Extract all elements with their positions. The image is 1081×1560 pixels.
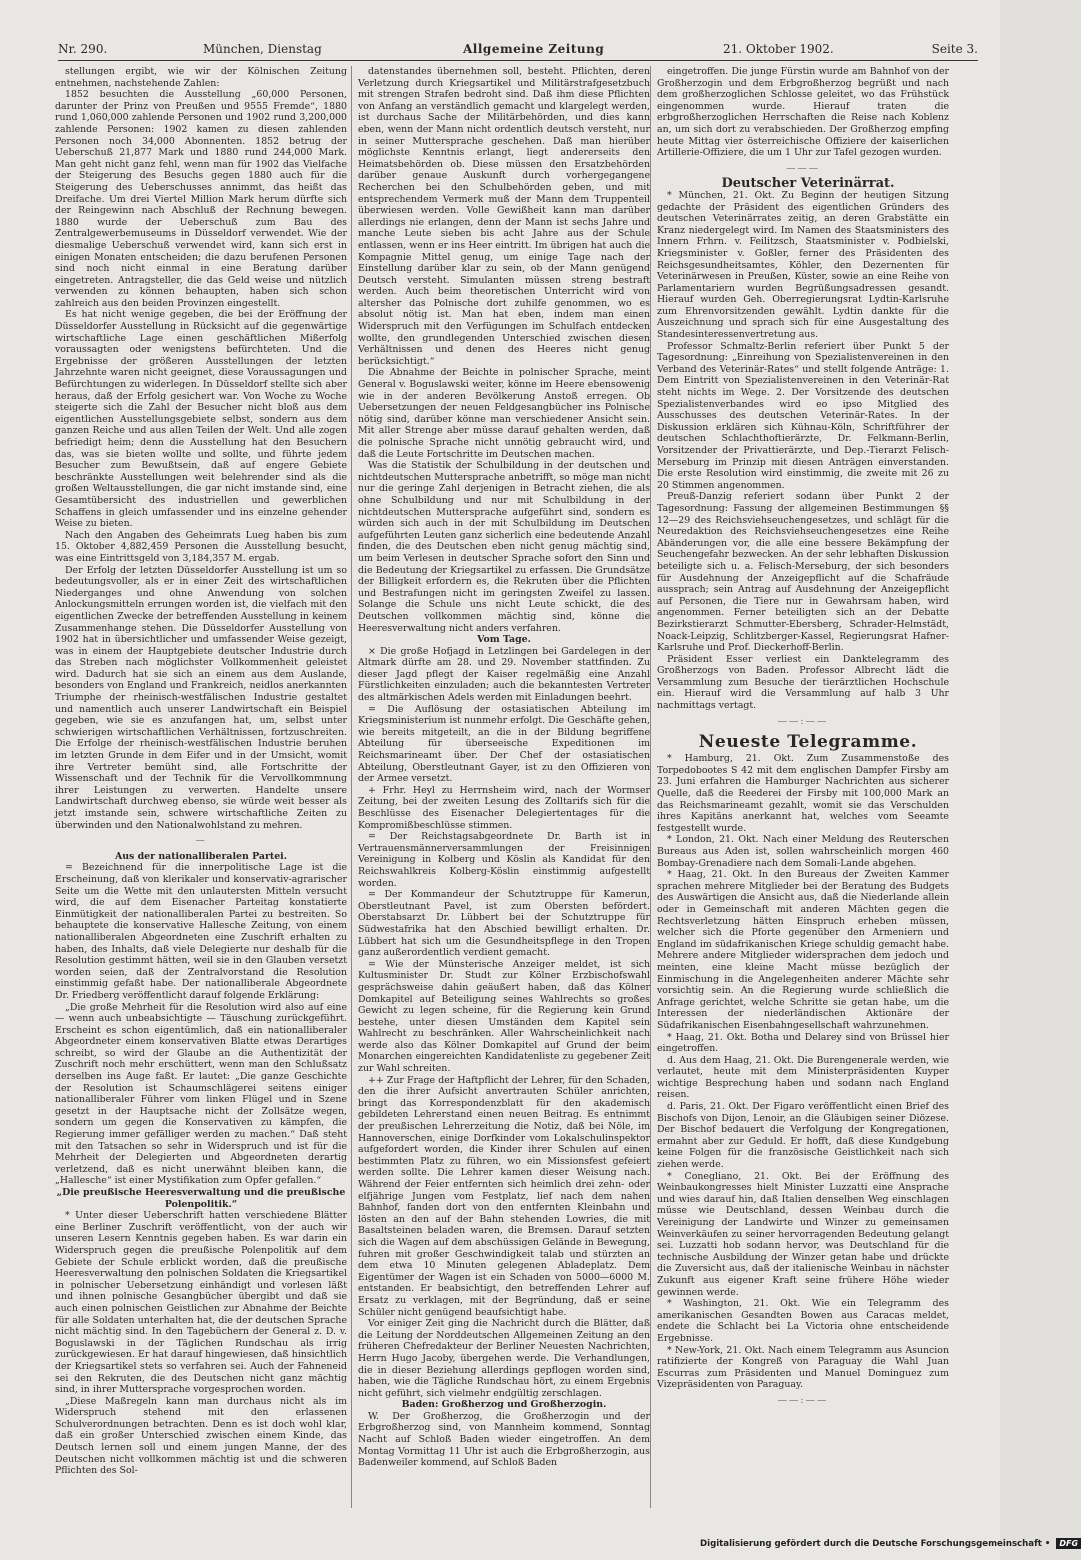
- column-rule: [650, 66, 651, 1508]
- paragraph: W. Der Großherzog, die Großherzogin und der Erbgroßherzog sind, von Mannheim kommend, Sonntag Nacht auf Schloß Baden wieder eingetroffen. An dem Montag Vormittag 11 Uhr ist auch die Erbgroßherzogin, aus Badenweiler kommend, auf Schloß Baden: [358, 1410, 650, 1469]
- paragraph: * Unter dieser Ueberschrift hatten verschiedene Blätter eine Berliner Zuschrift veröffentlicht, von der auch wir unseren Lesern Kenntnis gegeben haben. Es war darin ein Widerspruch gegen die preußische Polenpolitik auf dem Gebiete der Schule erblickt worden, daß die preußische Heeresverwaltung den polnischen Soldaten die Kriegsartikel in polnischer Uebersetzung einhändigt und vorlesen läßt und ihnen polnische Gesangbücher übergibt und daß sie auch einen polnischen Geistlichen zur Abnahme der Beichte für alle Soldaten unterhalten hat, die der deutschen Sprache nicht mächtig sind. In den Tagebüchern der General z. D. v. Boguslawski in der Täglichen Rundschau als irrig zurückgewiesen. Er hat darauf hingewiesen, daß hinsichtlich der Kriegsartikel stets so verfahren sei. Auch der Fahneneid sei den Rekruten, die des Deutschen nicht ganz mächtig sind, in ihrer Muttersprache vorgesprochen worden.: [55, 1210, 347, 1396]
- column-1: [55, 66, 347, 1508]
- paragraph: „Diese Maßregeln kann man durchaus nicht als im Widerspruch stehend mit den erlassenen Schulverordnungen betrachten. Denn es ist doch wohl klar, daß ein großer Unterschied zwischen einem Kinde, das Deutsch lernen soll und einem jungen Manne, der des Deutschen nicht vollkommen mächtig ist und die schweren Pflichten des Sol-: [55, 1395, 347, 1477]
- paragraph: * Washington, 21. Okt. Wie ein Telegramm des amerikanischen Gesandten Bowen aus Caracas meldet, endete die Schlacht bei La Victoria ohne entscheidende Ergebnisse.: [657, 1298, 949, 1344]
- paragraph: = Die Auflösung der ostasiatischen Abteilung im Kriegsministerium ist nunmehr erfolgt. Die Geschäfte gehen, wie bereits mitgeteilt, an die in der Bildung begriffene Abteilung für überseeische Expeditionen im Reichsmarineamt über. Der Chef der ostasiatischen Abteilung, Oberstleutnant Gayer, ist zu den Offizieren von der Armee versetzt.: [358, 703, 650, 785]
- paragraph: * Haag, 21. Okt. In den Bureaus der Zweiten Kammer sprachen mehrere Mitglieder bei der Beratung des Budgets des Auswärtigen die Ansicht aus, daß die Niederlande allein oder in Gemeinschaft mit anderen Mächten gegen die Rechtsverletzung hätten Einspruch erheben müssen, welcher sich die Pforte gegenüber den Armeniern und England im südafrikanischen Kriege schuldig gemacht habe. Mehrere andere Mitglieder widersprachen dem jedoch und meinten, eine kleine Macht müsse bezüglich der Einmischung in die Angelegenheiten anderer Mächte sehr vorsichtig sein. An die Regierung wurde schließlich die Anfrage gerichtet, welche Schritte sie getan habe, um die Interessen der niederländischen Aktionäre der Südafrikanischen Eisenbahngesellschaft wahrzunehmen.: [657, 869, 949, 1031]
- column-2: [358, 66, 650, 1469]
- separator: ——:——: [777, 1394, 829, 1406]
- section-heading: Neueste Telegramme.: [698, 732, 918, 753]
- paragraph: Preuß-Danzig referiert sodann über Punkt 2 der Tagesordnung: Fassung der allgemeinen Bestimmungen §§ 12—29 des Reichsviehseuchengesetzes, und schlägt für die Neuredaktion des Reichsviehseuchengesetzes eine Reihe Abänderungen vor, die alle eine bessere Bekämpfung der Seuchengefahr bezwecken. An der sehr lebhaften Diskussion beteiligte sich u. a. Felisch-Merseburg, der sich besonders für Ausdehnung der Anzeigepflicht auf die Schafräude aussprach; sein Antrag auf Ausdehnung der Anzeigepflicht auf Personen, die Tiere nur in Gewahrsam haben, wird angenommen. Ferner beteiligten sich an der Debatte Bezirkstierarzt Schmutter-Ebersberg, Schrader-Helmstädt, Noack-Leipzig, Schlitzberger-Kassel, Regierungsrat Hafner-Karlsruhe und Prof. Dieckerhoff-Berlin.: [657, 491, 949, 654]
- paragraph: = Der Reichstagsabgeordnete Dr. Barth ist in Vertrauensmännerversammlungen der Freisinnigen Vereinigung in Kolberg und Köslin als Kandidat für den Reichswahlkreis Kolberg-Köslin einstimmig aufgestellt worden.: [358, 831, 650, 889]
- paragraph: Professor Schmaltz-Berlin referiert über Punkt 5 der Tagesordnung: „Einreihung von Spezialistenvereinen in den Verband des Veterinär-Rates“ und stellt folgende Anträge: 1. Dem Eintritt von Spezialistenvereinen in den Veterinär-Rat steht nichts im Wege. 2. Der Vorsitzende des deutschen Spezialistenverbandes wird eo ipso Mitglied des Ausschusses des deutschen Veterinär-Rates. In der Diskussion erklären sich Kühnau-Köln, Schriftführer der deutschen Schlachthoftierärzte, Dr. Felkmann-Berlin, Vorsitzender der Privattierärzte, und Dep.-Tierarzt Felisch-Merseburg im Prinzip mit diesen Anträgen einverstanden. Die erste Resolution wird einstimmig, die zweite mit 26 zu 20 Stimmen angenommen.: [657, 340, 949, 491]
- city-and-day: München, Dienstag: [203, 42, 322, 56]
- paragraph: * London, 21. Okt. Nach einer Meldung des Reuterschen Bureaus aus Aden ist, sollen wahrscheinlich morgen 460 Bombay-Grenadiere nach dem Somali-Lande abgehen.: [657, 834, 949, 869]
- dfg-logo: DFG: [1056, 1538, 1081, 1549]
- paragraph: × Die große Hofjagd in Letzlingen bei Gardelegen in der Altmark dürfte am 28. und 29. November stattfinden. Zu dieser Jagd pflegt der Kaiser regelmäßig eine Anzahl Fürstlichkeiten einzuladen; auch die bekanntesten Vertreter des altmärkischen Adels werden mit Einladungen beehrt.: [358, 645, 650, 704]
- paragraph: = Wie der Münsterische Anzeiger meldet, ist sich Kultusminister Dr. Studt zur Kölner Erzbischofswahl gesprächsweise dahin geäußert haben, daß das Kölner Domkapitel auf Beteiligung seines Wahlrechts so großes Gewicht zu legen scheine, für die Regierung kein Grund bestehe, unter diesen Umständen dem Kapitel sein Wahlrecht zu beschränken. Aller Wahrscheinlichkeit nach werde also das Kölner Domkapitel auf Grund der beim Monarchen eingereichten Kandidatenliste zu gegebener Zeit zur Wahl schreiten.: [358, 958, 650, 1075]
- separator: —: [195, 835, 207, 847]
- separator: ——:——: [777, 715, 829, 727]
- paragraph: Präsident Esser verliest ein Danktelegramm des Großherzogs von Baden. Professor Albrecht lädt die Versammlung zum Besuche der tierärztlichen Hochschule ein. Hierauf wird die Versammlung auf halb 3 Uhr nachmittags vertagt.: [657, 653, 949, 712]
- paragraph: 1852 besuchten die Ausstellung „60,000 Personen, darunter der Prinz von Preußen und 9555 Fremde“, 1880 rund 1,060,000 zahlende Personen und 1902 rund 3,200,000 zahlende Personen: 1902 kamen zu diesen zahlenden Personen noch 34,000 Abonnenten. 1852 betrug der Ueberschuß 21,877 Mark und 1880 rund 244,000 Mark. Man geht nicht ganz fehl, wenn man für 1902 das Vielfache der Steigerung des Besuchs gegen 1880 auch für die Steigerung des Ueberschusses annimmt, das heißt das Dreifache. Um drei Viertel Million Mark herum dürfte sich der Reingewinn nach Abschluß der Rechnung bewegen. 1880 wurde der Ueberschuß zum Bau des Zentralgewerbemuseums in Düsseldorf verwendet. Wie der diesmalige Ueberschuß verwendet wird, kann sich erst in einigen Monaten entscheiden; die dazu berufenen Personen sind noch nicht einmal in eine Beratung darüber eingetreten. Antragsteller, die das Geld weise und nützlich verwenden zu können behaupten, haben sich schon zahlreich aus den beiden Provinzen eingestellt.: [55, 89, 347, 309]
- paragraph: * Hamburg, 21. Okt. Zum Zusammenstoße des Torpedobootes S 42 mit dem englischen Dampfer Firsby am 23. Juni erfahren die Hamburger Nachrichten aus sicherer Quelle, daß die Reederei der Firsby mit 100,000 Mark an das Reichsmarineamt gezahlt, womit sie das Verschulden ihres Kapitäns anerkannt hat, welches vom Seeamte festgestellt wurde.: [657, 753, 949, 834]
- separator: ———: [785, 162, 821, 174]
- paragraph: eingetroffen. Die junge Fürstin wurde am Bahnhof von der Großherzogin und dem Erbgroßherzog begrüßt und nach dem großherzoglichen Schlosse geleitet, wo das Frühstück eingenommen wurde. Hierauf traten die erbgroßherzoglichen Herrschaften die Reise nach Koblenz an, um sich dort zu verabschieden. Der Großherzog empfing heute Mittag vier österreichische Offiziere der kaiserlichen Artillerie-Offiziere, die um 1 Uhr zur Tafel gezogen wurden.: [657, 66, 949, 159]
- section-heading: Vom Tage.: [477, 634, 531, 646]
- issue-date: 21. Oktober 1902.: [723, 42, 834, 56]
- paragraph: * Conegliano, 21. Okt. Bei der Eröffnung des Weinbaukongresses hielt Minister Luzzatti eine Ansprache und wies darauf hin, daß Italien denselben Weg einschlagen müsse wie Deutschland, dessen Weinbau durch die Vereinigung der Landwirte und Winzer zu gemeinsamen Weinverkäufen zu seiner hervorragenden Bedeutung gelangt sei. Luzzatti hob sodann hervor, was Deutschland für die technische Ausbildung der Winzer getan habe und drückte die Zuversicht aus, daß der italienische Weinbau in nächster Zukunft aus eigener Kraft seine frühere Höhe wieder gewinnen werde.: [657, 1170, 949, 1298]
- paragraph: Vor einiger Zeit ging die Nachricht durch die Blätter, daß die Leitung der Norddeutschen Allgemeinen Zeitung an den früheren Chefredakteur der Berliner Neuesten Nachrichten, Herrn Hugo Jacoby, übergehen werde. Die Verhandlungen, die in dieser Beziehung allerdings gepflogen worden sind, haben, wie die Tägliche Rundschau hört, zu einem Ergebnis nicht geführt, sich vielmehr endgültig zerschlagen.: [358, 1318, 650, 1399]
- paragraph: Die Abnahme der Beichte in polnischer Sprache, meint General v. Boguslawski weiter, könne im Heere ebensowenig wie in der anderen Bevölkerung Anstoß erregen. Ob Uebersetzungen der neuen Feldgesangbücher ins Polnische nötig sind, darüber könne man verschiedener Ansicht sein. Mit aller Strenge aber müsse darauf gehalten werden, daß die polnische Sprache nicht unnötig gebraucht wird, und daß die Leute Fortschritte im Deutschen machen.: [358, 367, 650, 460]
- paragraph: d. Paris, 21. Okt. Der Figaro veröffentlicht einen Brief des Bischofs von Dijon, Lenoir, an die Gläubigen seiner Diözese. Der Bischof bedauert die Verfolgung der Kongregationen, ermahnt aber zur Geduld. Er hofft, daß diese Kundgebung keine Folgen für die französische Geistlichkeit nach sich ziehen werde.: [657, 1101, 949, 1171]
- paragraph: = Der Kommandeur der Schutztruppe für Kamerun, Oberstleutnant Pavel, ist zum Obersten befördert. Oberstabsarzt Dr. Lübbert bei der Schutztruppe für Südwestafrika hat den Abschied bewilligt erhalten. Dr. Lübbert hat sich um die Gesundheitspflege in den Tropen ganz außerordentlich verdient gemacht.: [358, 889, 650, 959]
- section-heading: Baden: Großherzog und Großherzogin.: [401, 1399, 607, 1411]
- paragraph: Der Erfolg der letzten Düsseldorfer Ausstellung ist um so bedeutungsvoller, als er in einer Zeit des wirtschaftlichen Niederganges und ohne Anwendung von solchen Anlockungsmitteln errungen worden ist, die vielfach mit den eigentlichen Zwecke der betreffenden Ausstellung in keinem Zusammenhange stehen. Die Düsseldorfer Ausstellung von 1902 hat in übersichtlicher und umfassender Weise gezeigt, was in einem der Hauptgebiete deutscher Industrie durch das Streben nach möglichster Vollkommenheit geleistet wird. Dadurch hat sie sich an einem aus dem Auslande, besonders von England und Frankreich, neidlos anerkannten Triumphe der rheinisch-westfälischen Industrie gestaltet und namentlich auch unserer Landwirtschaft ein Beispiel gegeben, wie sie es anzufangen hat, um, selbst unter schwierigen wirtschaftlichen Verhältnissen, fortzuschreiten. Die Erfolge der rheinisch-westfälischen Industrie beruhen im letzten Grunde in dem Eifer und in der Umsicht, womit ihre Vertreter bemüht sind, alle Fortschritte der Wissenschaft und der Technik für die Vervollkommnung ihrer Leistungen zu verwerten. Handelte unsere Landwirtschaft durchweg ebenso, sie würde weit besser als jetzt imstande sein, schwere wirtschaftliche Zeiten zu überwinden und den Nationalwohlstand zu mehren.: [55, 564, 347, 831]
- paragraph: stellungen ergibt, wie wir der Kölnischen Zeitung entnehmen, nachstehende Zahlen:: [55, 66, 347, 89]
- section-heading: Aus der nationalliberalen Partei.: [114, 850, 288, 862]
- column-rule: [351, 66, 352, 1508]
- paragraph: ++ Zur Frage der Haftpflicht der Lehrer, für den Schaden, den die ihrer Aufsicht anvertrauten Schüler anrichten, bringt das Korrespondenzblatt für den akademisch gebildeten Lehrerstand einen neuen Beitrag. Es entnimmt der preußischen Lehrerzeitung die Notiz, daß bei Nöle, im Hannoverschen, einige Dorfkinder vom Lokalschulinspektor aufgefordert worden, die Kinder ihrer Schulen auf einen bestimmten Platz zu führen, wo ein Missionsfest gefeiert werden sollte. Die Lehrer kamen dieser Weisung nach. Während der Feier entfernten sich heimlich drei zehn- oder elfjährige Jungen vom Festplatz, lief nach dem nahen Bahnhof, fanden dort von den entfernten Kleinbahn und lösten an den auf der Bahn stehenden Lowries, die mit Basaltsteinen beladen waren, die Bremsen. Darauf setzten sich die Wagen auf dem abschüssigen Gelände in Bewegung, fuhren mit großer Geschwindigkeit talab und stürzten an dem etwa 10 Minuten gelegenen Abladeplatz. Dem Eigentümer der Wagen ist ein Schaden von 5000—6000 M. entstanden. Er beabsichtigt, den betreffenden Lehrer auf Ersatz zu verklagen, mit der Begründung, daß er seine Schüler nicht genügend beaufsichtigt habe.: [358, 1074, 650, 1318]
- paragraph: Es hat nicht wenige gegeben, die bei der Eröffnung der Düsseldorfer Ausstellung in Rücksicht auf die gegenwärtige wirtschaftliche Lage einen geschäftlichen Mißerfolg voraussagten oder wenigstens befürchteten. Und die Ergebnisse der größeren Ausstellungen der letzten Jahrzehnte waren nicht geeignet, diese Voraussagungen und Befürchtungen zu widerlegen. In Düsseldorf stellte sich aber heraus, daß der Erfolg gesichert war. Von Woche zu Woche steigerte sich die Zahl der Besucher nicht bloß aus dem eigentlichen Ausstellungsgebiete selbst, sondern aus dem ganzen Reiche und aus allen Teilen der Welt. Und alle zogen befriedigt heim; denn die Ausstellung hat den Besuchern das, was sie bieten wollte und sollte, und führte jedem Besucher zum Bewußtsein, daß auf engere Gebiete beschränkte Ausstellungen weit belehrender sind als die großen Weltausstellungen, die gar nicht imstande sind, eine Gesamtübersicht des industriellen und gewerblichen Schaffens in gleich umfassender und ins einzelne gehender Weise zu bieten.: [55, 309, 347, 530]
- paragraph: * Haag, 21. Okt. Botha und Delarey sind von Brüssel hier eingetroffen.: [657, 1031, 949, 1055]
- section-heading: Deutscher Veterinärrat.: [721, 176, 895, 192]
- paragraph: d. Aus dem Haag, 21. Okt. Die Burengenerale werden, wie verlautet, heute mit dem Ministerpräsidenten Kuyper wichtige Besprechung haben und sodann nach England reisen.: [657, 1054, 949, 1101]
- issue-number: Nr. 290.: [58, 42, 108, 56]
- paragraph: * München, 21. Okt. Zu Beginn der heutigen Sitzung gedachte der Präsident des eigentlichen Gründers des deutschen Veterinärrates zeitig, an deren Grabstätte ein Kranz niedergelegt wird. Im Namen des Staatsministers des Innern Frhrn. v. Feilitzsch, Staatsminister v. Podbielski, Kriegsminister v. Goßler, ferner des Präsidenten des Reichsgesundheitsamtes, Köhler, den Dezernenten für Veterinärwesen in Preußen, Küster, sowie an eine Reihe von Parlamentariern wurden Begrüßungsadressen gesandt. Hierauf wurden Geh. Oberregierungsrat Lydtin-Karlsruhe zum Ehrenvorsitzenden gewählt. Lydtin dankte für die Auszeichnung und sprach sich für eine Ausgestaltung des Standesinteressenvertretung aus.: [657, 189, 949, 341]
- page-number: Seite 3.: [931, 42, 978, 56]
- section-heading: „Die preußische Heeresverwaltung und die preußische Polenpolitik.“: [56, 1187, 346, 1210]
- paragraph: „Die große Mehrheit für die Resolution wird also auf eine — wenn auch unbeabsichtigte — Täuschung zurückgeführt. Erscheint es schon eigentümlich, daß ein nationalliberaler Abgeordneter einem konservativen Blatte etwas Derartiges schreibt, so wird der Glaube an die Authentizität der Zuschrift noch mehr erschüttert, wenn man den Schlußsatz derselben ins Auge faßt. Er lautet: „Die ganze Geschichte der Resolution ist Schaumschlägerei seitens einiger nationalliberaler Führer vom linken Flügel und in Szene gesetzt in der Hauptsache nicht der Zollsätze wegen, sondern um gegen die Konservativen zu kämpfen, die Regierung immer gefälliger werden zu machen.“ Daß steht mit den Tatsachen so sehr in Widerspruch und ist für die Mehrheit der Delegierten und Abgeordneten derartig verletzend, daß es nicht unerwähnt bleiben kann, die „Hallesche“ ist einer Mystifikation zum Opfer gefallen.“: [55, 1001, 347, 1187]
- paragraph: + Frhr. Heyl zu Herrnsheim wird, nach der Wormser Zeitung, bei der zweiten Lesung des Zolltarifs sich für die Beschlüsse des Eisenacher Delegiertentages für die Kompromißbeschlüsse stimmen.: [358, 784, 650, 831]
- paragraph: = Bezeichnend für die innerpolitische Lage ist die Erscheinung, daß von klerikaler und konservativ-agrarischer Seite um die Wette mit den unlautersten Mitteln versucht wird, die auf dem Eisenacher Parteitag konstatierte Einmütigkeit der nationalliberalen Partei zu bestreiten. So behauptete die konservative Hallesche Zeitung, von einem nationalliberalen Abgeordneten eine Zuschrift erhalten zu haben, des Inhalts, daß viele Delegierte nur deshalb für die Resolution gestimmt hätten, weil sie in den Glauben versetzt worden seien, daß der Zentralvorstand die Resolution einstimmig gefaßt habe. Der nationalliberale Abgeordnete Dr. Friedberg veröffentlicht darauf folgende Erklärung:: [55, 862, 347, 1001]
- newspaper-title: Allgemeine Zeitung: [463, 42, 605, 56]
- footer-text: Digitalisierung gefördert durch die Deutsche Forschungsgemeinschaft •: [700, 1539, 1051, 1549]
- paragraph: Was die Statistik der Schulbildung in der deutschen und nichtdeutschen Muttersprache anbetrifft, so möge man nicht nur die geringe Zahl derjenigen in Betracht ziehen, die als ohne Schulbildung und nur mit Schulbildung in der nichtdeutschen Muttersprache aufgeführt sind, sondern es würden sich auch in der mit Schulbildung im Deutschen aufgeführten Leuten ganz sicherlich eine bedeutende Anzahl finden, die des Deutschen eben nicht genug mächtig sind, um beim Verlesen in deutscher Sprache sofort den Sinn und die Bedeutung der Kriegsartikel zu erfassen. Die Grundsätze der Billigkeit erfordern es, die Rekruten über die Pflichten und Bestrafungen nicht im geringsten Zweifel zu lassen. Solange die Schule uns nicht Leute schickt, die des Deutschen vollkommen mächtig sind, könne die Heeresverwaltung nicht anders verfahren.: [358, 460, 650, 634]
- paragraph: datenstandes übernehmen soll, besteht. Pflichten, deren Verletzung durch Kriegsartikel und Militärstrafgesetzbuch mit strengen Strafen bedroht sind. Daß ihm diese Pflichten von Anfang an verständlich gemacht und klargelegt werden, ist durchaus Sache der Militärbehörden, und dies kann eben, wenn der Mann nicht ordentlich deutsch versteht, nur in seiner Muttersprache geschehen. Daß man hierüber möglichste Kenntnis erlangt, liegt andererseits den Heimatsbehörden ob. Diese müssen den Ersatzbehörden darüber genaue Auskunft durch vorhergegangene Recherchen bei den Schulbehörden geben, und mit entsprechendem Vermerk muß der Mann dem Truppenteil überwiesen werden. Volle Gewißheit kann man darüber allerdings nie erlangen, denn der Mann ist sechs Jahre und manche Leute sieben bis acht Jahre aus der Schule entlassen, wenn er ins Heer eintritt. Im übrigen hat auch die Kompagnie Mittel genug, um einige Tage nach der Einstellung darüber klar zu sein, ob der Mann genügend Deutsch versteht. Simulanten müssen streng bestraft werden. Auch beim theoretischen Unterricht wird von altersher das Polnische dort zuhilfe genommen, wo es absolut nötig ist. Man hat eben, indem man einen Widerspruch mit den Verfügungen im Schulfach entdecken wollte, den grundlegenden Unterschied zwischen diesen Verhältnissen und denen des Heeres nicht genug berücksichtigt.“: [358, 66, 650, 367]
- digitization-footer: [700, 1538, 1079, 1556]
- paragraph: * New-York, 21. Okt. Nach einem Telegramm aus Asuncion ratifizierte der Kongreß von Paraguay die Wahl Juan Escurras zum Präsidenten und Manuel Dominguez zum Vizepräsidenten von Paraguay.: [657, 1344, 949, 1391]
- column-3: [657, 66, 949, 1406]
- page-header: [58, 38, 978, 61]
- paragraph: Nach den Angaben des Geheimrats Lueg haben bis zum 15. Oktober 4,882,459 Personen die Ausstellung besucht, was eine Eintrittsgeld von 3,184,357 M. ergab.: [55, 529, 347, 564]
